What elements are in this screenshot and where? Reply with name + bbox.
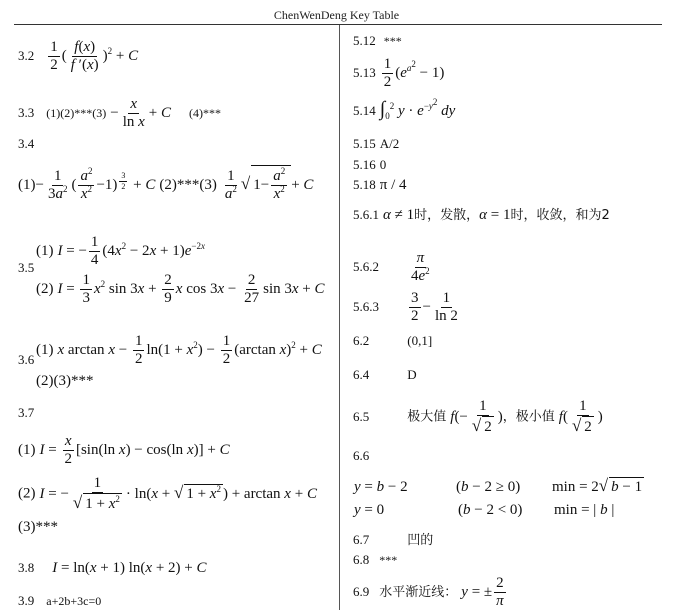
item-number: 3.2	[18, 48, 35, 64]
item-number: 3.8	[18, 560, 35, 575]
formula-3: $\frac{1}{a^2}$ √ 1− $\frac{a^2}{x^2}$ + C	[224, 166, 314, 203]
formula: I = − $\frac{1}{√ 1 + x^2}$ · ln(x + √ $1 + x^2$ ) + arctan x + C	[39, 475, 317, 513]
answer-3-8	[18, 560, 207, 576]
answer-5-6-1	[353, 207, 610, 223]
formula: $\frac{1}{2}$ ( $\frac{f(x)}{f '(x)}$ )$^2$ + C	[50, 39, 139, 74]
answer-3-4	[18, 165, 313, 204]
answer-3-7-part3: (3)***	[18, 519, 58, 535]
formula: − $\frac{x}{\text{ln x}}$ + C	[110, 96, 172, 131]
item-number: 5.6.3	[353, 299, 379, 315]
answer-3-2	[18, 39, 138, 75]
item-number: 6.2	[353, 333, 370, 348]
item-number: 5.6.1	[353, 207, 379, 222]
item-number: 5.12	[353, 33, 376, 48]
answer-5-18	[353, 177, 407, 193]
answer-3-3	[18, 96, 221, 132]
item-number-6-6: 6.6	[353, 448, 370, 463]
formula: I = $\frac{x}{2}$ [sin(ln x) − cos(ln x)] + C	[39, 433, 230, 468]
max-label: 极大值	[407, 409, 447, 425]
formula-cond-1: α ≠ 1	[383, 207, 415, 223]
formula: (1)− $\frac{1}{3a^2}$ ( $\frac{a^2}{x^2}$ −1) $^{\frac{3}{2}}$ + C	[18, 166, 156, 203]
answer-3-7-part1	[18, 433, 230, 469]
item-number: 6.4	[353, 367, 370, 382]
answer-5-15	[353, 136, 399, 152]
min-label: ，极小值	[502, 409, 555, 425]
item-number: 5.15	[353, 136, 376, 151]
answer-6-6-case2: y = 0 (b − 2 < 0) min = | b |	[354, 502, 615, 518]
item-number: 6.7	[353, 532, 370, 547]
answer-5-16	[353, 157, 386, 173]
item-number: 5.16	[353, 157, 376, 172]
parts-label: (2)***(3)	[159, 177, 217, 194]
answer-text: (0,1]	[407, 333, 433, 348]
answer-6-8	[353, 552, 397, 568]
formula: $\frac{3}{2}$ − $\frac{1}{\ln 2}$	[411, 290, 458, 325]
part-label: (1)	[18, 442, 36, 459]
answer-3-6-part1	[36, 333, 322, 369]
answer-3-6-part23: (2)(3)***	[36, 373, 94, 389]
condition-text-1: 时，发散，	[414, 208, 480, 223]
answer-5-6-3	[353, 290, 462, 326]
part-label: (2)	[18, 485, 36, 502]
answer-text: a+2b+3c=0	[46, 594, 102, 608]
answer-6-7	[353, 532, 433, 548]
part-label: (1)	[36, 342, 54, 359]
answer-text: ***	[383, 34, 402, 48]
item-number-3-7: 3.7	[18, 405, 35, 420]
item-number: 5.14	[353, 103, 376, 118]
answer-5-13	[353, 56, 444, 92]
condition-text-2: 时，收敛，和为2	[510, 208, 610, 223]
page-header: ChenWenDeng Key Table	[273, 8, 400, 22]
answer-text: 0	[379, 157, 387, 172]
answer-text: 凹的	[407, 533, 434, 548]
formula: x arctan x − $\frac{1}{2}$ $\ln(1 + x^2)$ − $\frac{1}{2}$ (arctan x)$^2$ + C	[57, 333, 322, 368]
item-number-3-5: 3.5	[18, 260, 35, 275]
answer-5-14	[353, 99, 455, 119]
answer-3-5-part2	[36, 272, 325, 308]
item-number: 6.8	[353, 552, 370, 567]
answer-3-5-part1	[36, 234, 205, 270]
min-formula: f( $\frac{1}{√ 2}$ )	[558, 398, 603, 436]
max-formula: f(− $\frac{1}{√ 2}$ )	[450, 398, 503, 436]
part-label: (1)	[36, 243, 54, 260]
header-rule	[14, 24, 662, 25]
answer-5-6-2	[353, 250, 434, 286]
item-number: 3.3	[18, 105, 35, 121]
column-divider	[339, 25, 340, 610]
formula: $\frac{\pi}{4e^2}$	[411, 250, 430, 285]
asymptote-label: 水平渐近线：	[379, 585, 458, 601]
answer-6-5	[353, 398, 603, 437]
item-number: 3.9	[18, 593, 35, 608]
answer-text: D	[407, 367, 417, 382]
formula: $\int_0^2$ $y \cdot e^{-y^2}$ dy	[379, 97, 456, 121]
answer-6-2	[353, 333, 432, 349]
parts-label: (1)(2)***(3)	[46, 106, 107, 121]
formula-cond-2: α = 1	[479, 207, 511, 223]
part-label: (2)	[36, 281, 54, 298]
formula: y = ± $\frac{2}{\pi}$	[461, 575, 504, 610]
answer-3-7-part2	[18, 475, 317, 514]
answer-text: ***	[379, 553, 398, 567]
item-number: 5.13	[353, 65, 376, 81]
answer-text: π / 4	[379, 177, 407, 193]
answer-text: A/2	[379, 136, 400, 151]
answer-5-12	[353, 33, 402, 49]
item-number: 5.18	[353, 177, 376, 192]
formula: I = $\frac{1}{3}$ $x^2$ sin 3x + $\frac{2}{9}$ x cos 3x − $\frac{2}{27}$ sin 3x + C	[57, 272, 325, 307]
formula: I = ln(x + 1) ln(x + 2) + C	[52, 560, 207, 576]
item-number: 6.9	[353, 584, 370, 600]
item-number-3-4: 3.4	[18, 136, 35, 151]
answer-3-9	[18, 593, 101, 609]
item-number-3-6: 3.6	[18, 352, 35, 367]
item-number: 5.6.2	[353, 259, 379, 275]
answer-6-4	[353, 367, 417, 383]
formula: $\frac{1}{2}$ $(e^{a^2} - 1)$	[383, 56, 445, 91]
answer-6-6-case1: y = b − 2 (b − 2 ≥ 0) min = 2√ b − 1	[354, 476, 643, 495]
formula: I = − $\frac{1}{4}$ $(4x^2 - 2x + 1)e^{-2x}$	[57, 234, 205, 269]
item-number: 6.5	[353, 408, 370, 424]
tail-label: (4)***	[189, 106, 222, 121]
answer-6-9	[353, 575, 508, 611]
